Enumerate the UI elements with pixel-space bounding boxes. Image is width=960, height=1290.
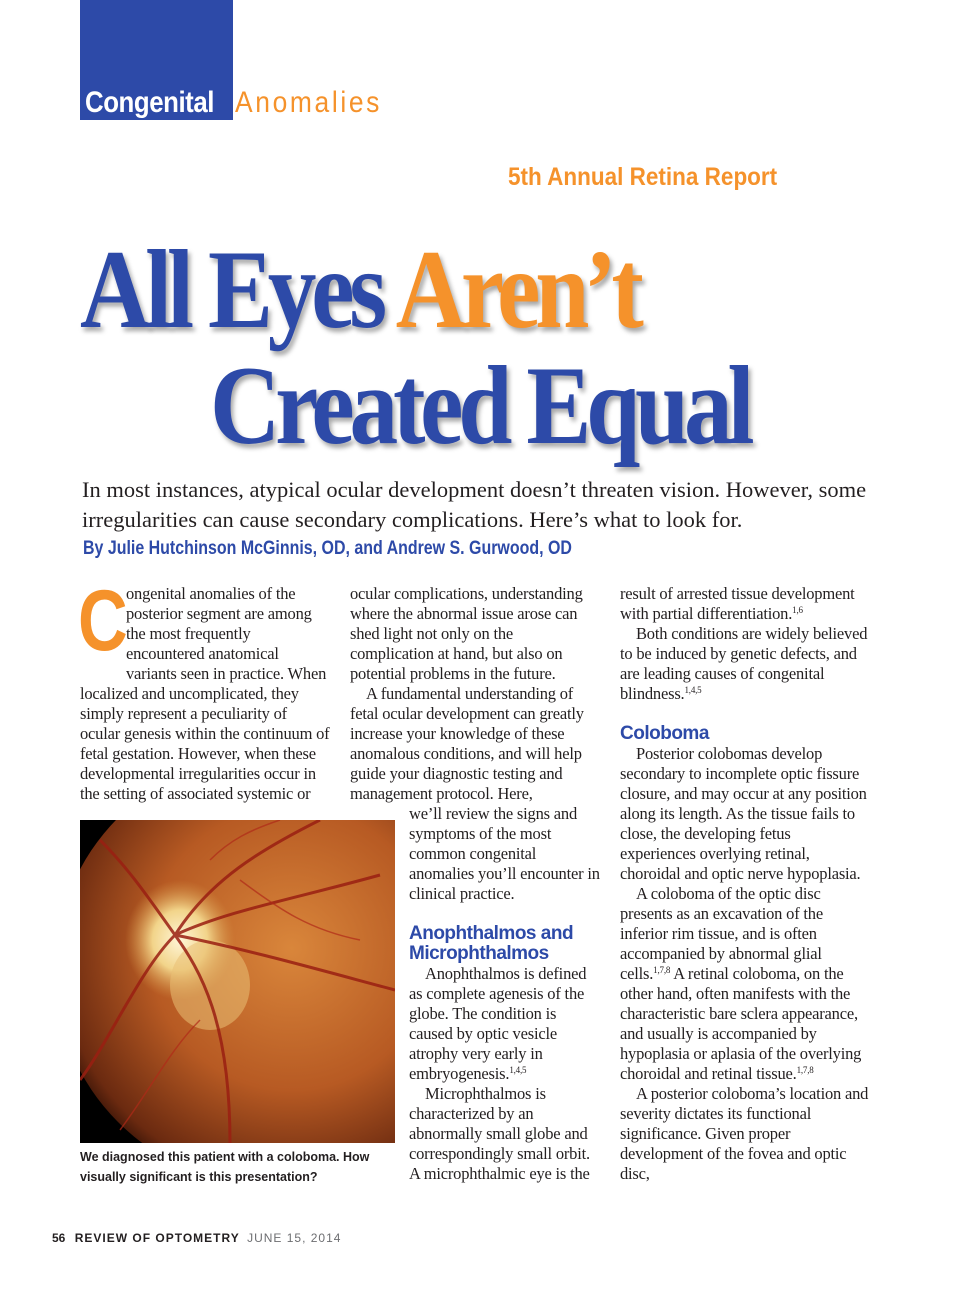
- publication-name: REVIEW OF OPTOMETRY: [74, 1231, 240, 1245]
- headline-line-1: [80, 228, 639, 352]
- paragraph: [409, 964, 601, 1084]
- column-2-top: [350, 584, 600, 804]
- reference-marker: 1,6: [792, 605, 803, 615]
- reference-marker: 1,4,5: [684, 685, 702, 695]
- subhead-coloboma: Coloboma: [620, 723, 709, 744]
- headline-line-2: Created Equal: [210, 344, 750, 468]
- column-2-bottom: [409, 804, 601, 1184]
- reference-marker: 1,7,8: [653, 965, 671, 975]
- paragraph: [620, 884, 870, 1084]
- paragraph-text: Both conditions are widely believed to be induced by genetic defects, and are leading causes of congenital blindness.: [620, 624, 868, 703]
- paragraph: Microphthalmos is characterized by an abnormally small globe and correspondingly small orbit. A microphthalmic eye is the: [409, 1084, 590, 1183]
- paragraph-text: A retinal coloboma, on the other hand, often manifests with the characteristic bare sclera appearance, and usually is accompanied by hypoplasia or aplasia of the overlying choroidal and retinal tissue.: [620, 964, 862, 1083]
- photo-caption: We diagnosed this patient with a coloboma. How visually significant is this presentation?: [80, 1150, 370, 1184]
- paragraph-text: A coloboma of the optic disc presents as an excavation of the inferior rim tissue, and is often accompanied by abnormal glial cells.: [620, 884, 823, 983]
- byline: By Julie Hutchinson McGinnis, OD, and Andrew S. Gurwood, OD: [83, 538, 572, 559]
- paragraph: [78, 573, 330, 804]
- column-1: [78, 573, 330, 804]
- page-number: 56: [52, 1231, 66, 1245]
- drop-cap: C: [78, 573, 128, 669]
- report-label: 5th Annual Retina Report: [508, 163, 778, 191]
- paragraph-text: ongenital anomalies of the posterior segment are among the most frequently encountered anatomical variants seen in practice. When localized and uncomplicated, they simply represent a peculiarity of ocular genesis within the continuum of fetal gestation. However, when these developmental irregularities occur in the setting of associated systemic or: [80, 584, 330, 803]
- paragraph: we’ll review the signs and symptoms of the most common congenital anomalies you’ll encounter in clinical practice.: [409, 804, 600, 903]
- page-footer: [52, 1231, 341, 1245]
- section-title-light: Anomalies: [235, 86, 383, 119]
- paragraph: A posterior coloboma’s location and severity dictates its functional significance. Given proper development of the fovea and optic disc,: [620, 1084, 869, 1183]
- issue-date: JUNE 15, 2014: [247, 1231, 342, 1245]
- paragraph-text: result of arrested tissue development with partial differentiation.: [620, 584, 855, 623]
- subhead-anophthalmos: Anophthalmos and Microphthalmos: [409, 923, 574, 964]
- paragraph-text: Anophthalmos is defined as complete agenesis of the globe. The condition is caused by optic vesicle atrophy very early in embryogenesis.: [409, 964, 587, 1083]
- section-title-bold: Congenital: [85, 86, 214, 119]
- article-deck: In most instances, atypical ocular development doesn’t threaten vision. However, some irregularities can cause secondary complications. Here’s what to look for.: [82, 477, 867, 532]
- fundus-photo: [80, 820, 395, 1143]
- paragraph: ocular complications, understanding where the abnormal issue arose can shed light not only on the complication at hand, but also on potential problems in the future.: [350, 584, 583, 683]
- headline-orange-text: Aren’t: [395, 228, 639, 352]
- reference-marker: 1,4,5: [509, 1065, 527, 1075]
- paragraph: [620, 584, 870, 624]
- column-3: [620, 584, 870, 1184]
- paragraph: A fundamental understanding of fetal ocular development can greatly increase your knowledge of these anomalous conditions, and will help guide your diagnostic testing and management protocol. Here,: [350, 684, 584, 803]
- paragraph: Posterior colobomas develop secondary to incomplete optic fissure closure, and may occur at any position along its length. As the tissue fails to close, the developing fetus experiences overlying retinal, choroidal and optic nerve hypoplasia.: [620, 744, 867, 883]
- paragraph: [620, 624, 870, 704]
- reference-marker: 1,7,8: [796, 1065, 814, 1075]
- headline-blue-text: All Eyes: [80, 228, 382, 352]
